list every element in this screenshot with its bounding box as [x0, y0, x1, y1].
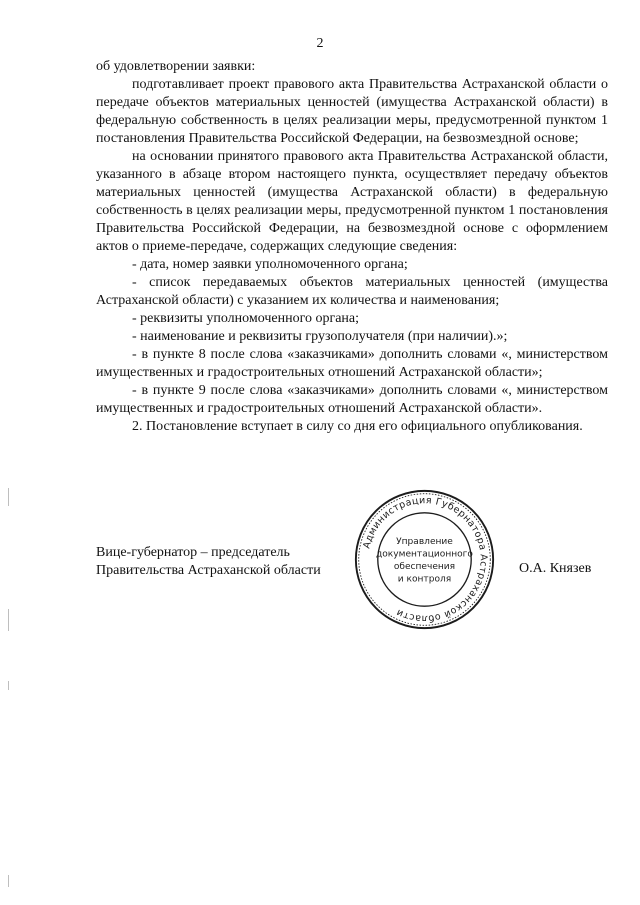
signatory-title-line-2: Правительства Астраханской области	[96, 563, 321, 578]
signatory-title	[96, 544, 321, 580]
document-body	[96, 58, 608, 436]
signatory-title-line-1: Вице-губернатор – председатель	[96, 545, 290, 560]
stamp-center-line-1: Управление	[396, 537, 453, 548]
stamp-ring-text: Администрация Губернатора Астраханской области	[361, 495, 489, 624]
list-item-date: - дата, номер заявки уполномоченного органа;	[132, 257, 408, 272]
stamp-center-line-2: документационного	[376, 549, 473, 560]
official-stamp	[353, 488, 496, 631]
list-item-objects: - список передаваемых объектов материальных ценностей (имущества Астраханской области) с указанием их количества и наименования;	[96, 275, 608, 308]
scan-edge-mark	[8, 488, 9, 506]
list-item-requisites: - реквизиты уполномоченного органа;	[132, 311, 360, 326]
scan-edge-mark	[8, 875, 9, 887]
amendment-point-9: - в пункте 9 после слова «заказчиками» дополнить словами «, министерством имущественных и градостроительных отношений Астраханской области».	[96, 383, 608, 416]
signatory-name: О.А. Князев	[519, 561, 592, 576]
stamp-center-line-4: и контроля	[397, 574, 452, 585]
paragraph-continuation: об удовлетворении заявки:	[96, 59, 256, 74]
stamp-center-line-3: обеспечения	[393, 562, 456, 573]
paragraph-transfer: на основании принятого правового акта Правительства Астраханской области, указанного в абзаце втором настоящего пункта, осуществляет передачу объектов материальных ценностей (имущества Астраханской области) в федеральную собственность в целях реализации меры, предусмотренной пунктом 1 постановления Правительства Российской Федерации, на безвозмездной основе с оформлением актов о приеме-передаче, содержащих следующие сведения:	[96, 149, 608, 254]
paragraph-prepare-draft: подготавливает проект правового акта Правительства Астраханской области о передаче объектов материальных ценностей (имущества Астраханской области) в федеральную собственность в целях реализации меры, предусмотренной пунктом 1 постановления Правительства Российской Федерации, на безвозмездной основе;	[96, 77, 608, 146]
scan-edge-mark	[8, 609, 9, 631]
scan-edge-mark	[8, 681, 9, 690]
list-item-consignee: - наименование и реквизиты грузополучателя (при наличии).»;	[132, 329, 508, 344]
paragraph-entry-into-force: 2. Постановление вступает в силу со дня его официального опубликования.	[132, 419, 583, 434]
amendment-point-8: - в пункте 8 после слова «заказчиками» дополнить словами «, министерством имущественных и градостроительных отношений Астраханской области»;	[96, 347, 608, 380]
page-number: 2	[316, 36, 324, 51]
